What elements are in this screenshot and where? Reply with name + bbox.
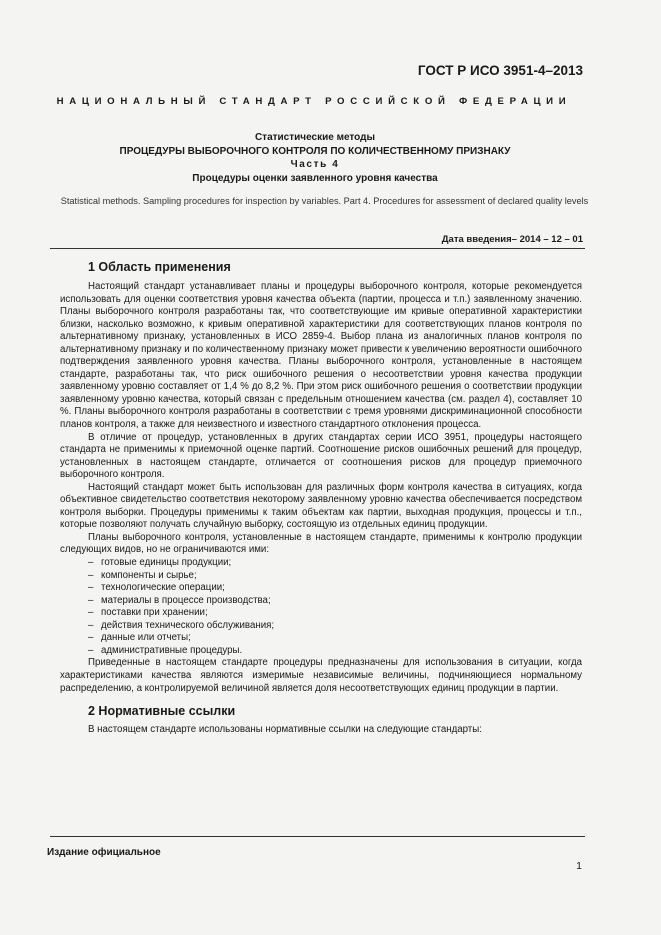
list-item-text: административные процедуры.: [101, 644, 243, 656]
title-line-4: Процедуры оценки заявленного уровня качества: [192, 172, 438, 184]
title-line-2: ПРОЦЕДУРЫ ВЫБОРОЧНОГО КОНТРОЛЯ ПО КОЛИЧЕСТВЕННОМУ ПРИЗНАКУ: [119, 145, 511, 157]
section-1-heading: 1 Область применения: [88, 260, 231, 274]
list-dash: –: [88, 594, 94, 606]
top-divider: [50, 248, 585, 249]
section-1-paragraph-3: Настоящий стандарт может быть использован для различных форм контроля качества в ситуациях, когда объективное свидетельство соответствия некоторому заявленному уровню качества обеспечивается посредством контроля выборки. Процедуры применимы к таким объектам как партии, выходная продукция, процессы и т.п., которые позволяют получать случайную выборку, состоящую из отдельных единиц продукции.: [60, 481, 582, 531]
title-part: Часть 4: [290, 159, 340, 170]
list-item: [88, 620, 582, 633]
main-content: [60, 259, 582, 737]
list-item: [88, 607, 582, 620]
list-dash: –: [88, 619, 94, 631]
introduction-date: Дата введения– 2014 – 12 – 01: [441, 234, 583, 245]
section-1-paragraph-4: Планы выборочного контроля, установленные в настоящем стандарте, применимы к контролю продукции следующих видов, но не ограничиваются ими:: [60, 531, 582, 556]
list-dash: –: [88, 582, 94, 594]
list-item: [88, 595, 582, 608]
page-number: 1: [576, 860, 582, 872]
list-item-text: материалы в процессе производства;: [101, 594, 271, 606]
section-1-paragraph-1: Настоящий стандарт устанавливает планы и процедуры выборочного контроля, которые рекомендуется использовать для оценки соответствия уровня качества объекта (партии, процесса и т.п.) заявленному значению. Планы выборочного контроля разработаны так, что соответствующие им кривые оперативной характеристики близки, насколько возможно, к кривым оперативной характеристики для соответствующих планов контроля по альтернативному признаку, установленных в ИСО 2859-4. Выбор плана из аналогичных планов контроля по альтернативному признаку и по количественному признаку может привести к увеличению вероятности ошибочного подтверждения заявленного уровня качества. Планы выборочного контроля, установленные в настоящем стандарте, разработаны так, что риск ошибочного решения о несоответствии уровня качества продукции заявленному уровню составляет от 1,4 % до 8,2 %. При этом риск ошибочного решения о соответствии продукции заявленному уровню качества, который связан с предельным отношением качества (см. раздел 4), составляет 10 %. Планы выборочного контроля разработаны в соответствии с тремя уровнями дискриминационной способности планов контроля, а также для неизвестного и известного стандартного отклонения процесса.: [60, 281, 582, 431]
list-item-text: технологические операции;: [101, 582, 225, 594]
list-dash: –: [88, 569, 94, 581]
list-item-text: готовые единицы продукции;: [101, 557, 232, 569]
section-2-paragraph: В настоящем стандарте использованы нормативные ссылки на следующие стандарты:: [88, 724, 482, 736]
list-dash: –: [88, 607, 94, 619]
list-item: [88, 632, 582, 645]
list-item: [88, 645, 582, 658]
title-line-1: Статистические методы: [254, 132, 376, 143]
section-1-paragraph-2: В отличие от процедур, установленных в других стандартах серии ИСО 3951, процедуры настоящего стандарта не применимы к приемочной оценке партий. Соотношение рисков ошибочных решений для процедур, установленных в настоящем стандарте, отличается от соотношения рисков для процедур приемочного выборочного контроля.: [60, 431, 582, 481]
list-item: [88, 582, 582, 595]
title-block: [60, 131, 570, 185]
footer-divider: [50, 836, 585, 837]
product-types-list: [60, 557, 582, 657]
list-item: [88, 570, 582, 583]
section-1-closing-paragraph: Приведенные в настоящем стандарте процедуры предназначены для использования в ситуации, когда характеристиками качества являются измеримые независимые величины, подчиняющиеся нормальному распределению, а контролируемой величиной является доля несоответствующих единиц продукции в партии.: [60, 657, 582, 694]
english-title: Statistical methods. Sampling procedures for inspection by variables. Part 4. Procedures for assessment of declared quality levels: [60, 196, 589, 206]
list-dash: –: [88, 644, 94, 656]
list-item-text: поставки при хранении;: [101, 607, 208, 619]
list-item-text: действия технического обслуживания;: [101, 619, 275, 631]
official-edition-label: Издание официальное: [47, 847, 161, 858]
list-dash: –: [88, 557, 94, 569]
list-item-text: компоненты и сырье;: [101, 569, 197, 581]
list-item-text: данные или отчеты;: [101, 632, 191, 644]
list-item: [88, 557, 582, 570]
section-2-heading: 2 Нормативные ссылки: [88, 704, 236, 719]
national-standard-banner: НАЦИОНАЛЬНЫЙ СТАНДАРТ РОССИЙСКОЙ ФЕДЕРАЦИИ: [56, 96, 572, 107]
list-dash: –: [88, 632, 94, 644]
document-code: ГОСТ Р ИСО 3951-4–2013: [417, 63, 583, 78]
